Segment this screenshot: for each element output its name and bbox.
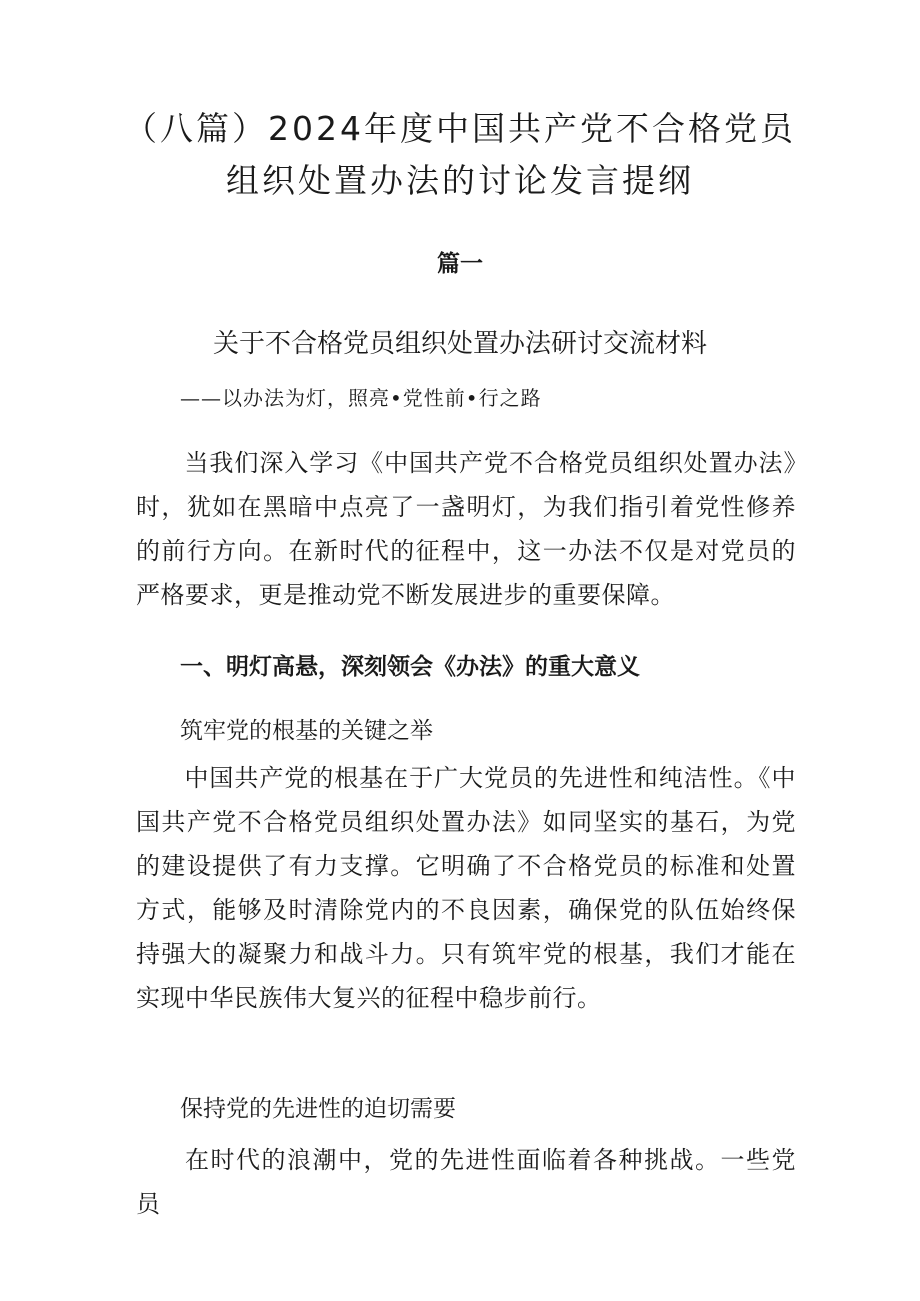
document-title-line2: 组织处置办法的讨论发言提纲 bbox=[226, 161, 694, 200]
paragraph-2-text: 中国共产党的根基在于广大党员的先进性和纯洁性。《中国共产党不合格党员组织处置办法》如同坚实的基石，为党的建设提供了有力支撑。它明确了不合格党员的标准和处置方式，能够及时清除党内的不良因素，确保党的队伍始终保持强大的凝聚力和战斗力。只有筑牢党的根基，我们才能在实现中华民族伟大复兴的征程中稳步前行。 bbox=[136, 764, 796, 1012]
sub-caption: ——以办法为灯，照亮•党性前•行之路 bbox=[180, 386, 542, 410]
document-title-line1: （八篇）2024年度中国共产党不合格党员 bbox=[124, 109, 796, 148]
section-label: 篇一 bbox=[437, 251, 483, 277]
paragraph-1 bbox=[136, 441, 796, 617]
subheading-1: 筑牢党的根基的关键之举 bbox=[180, 718, 433, 744]
paragraph-1-text: 当我们深入学习《中国共产党不合格党员组织处置办法》时，犹如在黑暗中点亮了一盏明灯，为我们指引着党性修养的前行方向。在新时代的征程中，这一办法不仅是对党员的严格要求，更是推动党不断发展进步的重要保障。 bbox=[136, 449, 796, 609]
sub-title: 关于不合格党员组织处置办法研讨交流材料 bbox=[212, 329, 707, 359]
paragraph-3-text: 在时代的浪潮中，党的先进性面临着各种挑战。一些党员 bbox=[136, 1146, 796, 1218]
paragraph-2 bbox=[136, 756, 796, 1020]
section-heading-1: 一、明灯高悬，深刻领会《办法》的重大意义 bbox=[180, 654, 640, 680]
paragraph-3 bbox=[136, 1138, 796, 1226]
subheading-2: 保持党的先进性的迫切需要 bbox=[180, 1096, 456, 1122]
